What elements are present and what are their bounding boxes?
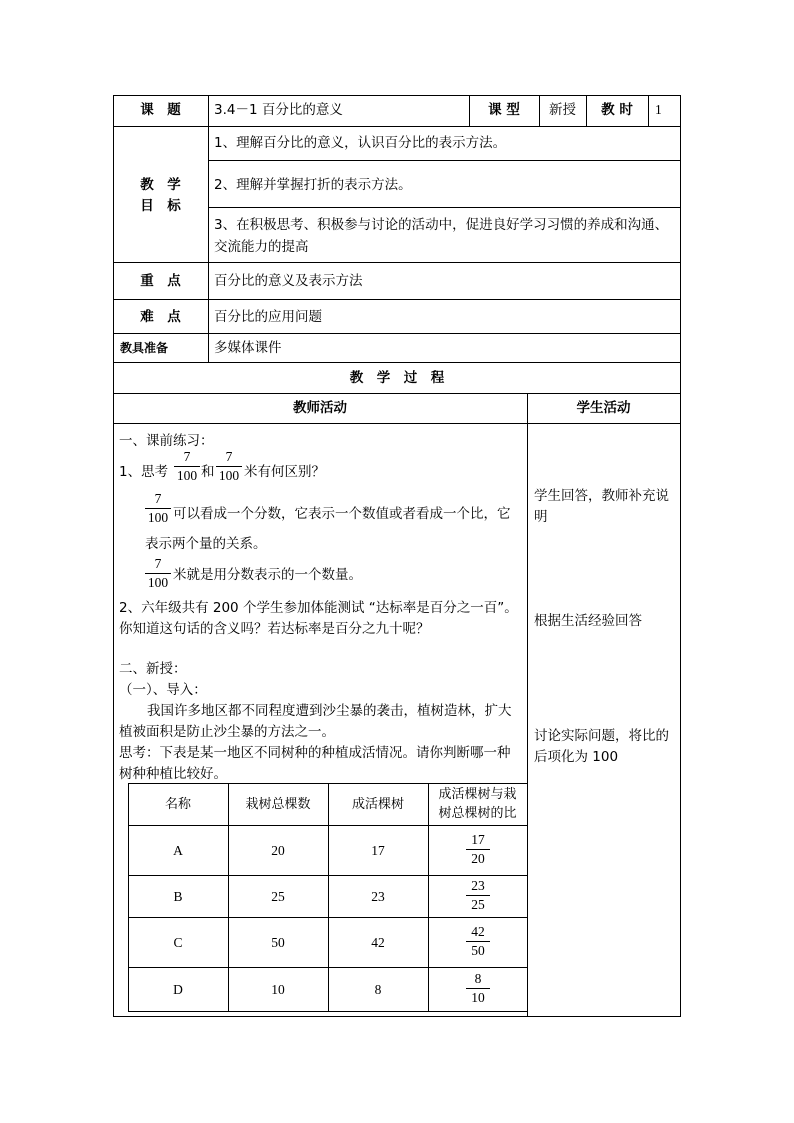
q1-prefix: 1、思考 [119,464,169,480]
grid-line [113,393,681,394]
grid-line [113,95,681,96]
objectives-label-1: 教 学 [140,177,181,193]
grid-line [208,207,681,208]
grid-line [648,95,649,127]
student-answer3-line1: 讨论实际问题，将比的 [534,728,669,744]
fraction-7-100: 7 100 [145,555,171,592]
q1-and: 和 [201,464,215,480]
subsection1-title: （一）、导入： [119,682,207,698]
hours-label: 教 时 [601,102,633,118]
table-cell-total: 10 [271,982,285,997]
student-header: 学生活动 [576,400,631,416]
type-label: 课 型 [488,102,520,118]
section2-title: 二、新授： [119,661,187,677]
grid-line [113,262,681,263]
grid-line [527,393,528,1017]
topic-value: 3.4－1 百分比的意义 [214,102,343,118]
grid-line [113,362,681,363]
difficulty-value: 百分比的应用问题 [214,309,322,325]
table-cell-name: A [173,843,183,858]
student-answer3-line2: 后项化为 100 [534,749,619,765]
think-line2: 树种种植比较好。 [119,766,227,782]
tools-value: 多媒体课件 [214,340,282,356]
grid-line [113,333,681,334]
table-header-ratio-line2: 树总棵树的比 [438,806,517,821]
type-value: 新授 [549,102,576,118]
table-cell-total: 50 [271,935,285,950]
intro-para-line1: 我国许多地区都不同程度遭到沙尘暴的袭击，植树造林，扩大 [147,703,512,719]
fraction-7-100: 7 100 [145,490,171,527]
student-answer1-line2: 明 [534,509,548,525]
section1-title: 一、课前练习： [119,433,214,449]
fraction-7-100: 7 100 [216,448,242,485]
table-cell-total: 20 [271,843,285,858]
objective-item: 1、理解百分比的意义，认识百分比的表示方法。 [214,135,507,151]
q1-answer2: 米就是用分数表示的一个数量。 [173,567,362,583]
objectives-label-2: 目 标 [140,198,181,214]
grid-line [208,95,209,363]
focus-label: 重 点 [140,273,181,289]
table-header-alive: 成活棵树 [351,797,404,812]
teacher-header: 教师活动 [293,400,347,416]
table-cell-alive: 42 [371,935,385,950]
table-cell-name: C [173,935,183,950]
table-cell-name: D [173,982,183,997]
intro-para-line2: 植被面积是防止沙尘暴的方法之一。 [119,724,335,740]
difficulty-label: 难 点 [140,309,181,325]
table-cell-ratio: 42 50 [466,923,490,960]
q1-suffix: 米有何区别？ [244,464,325,480]
grid-line [113,423,681,424]
table-header-name: 名称 [164,797,191,812]
q1-answer1-line1: 可以看成一个分数，它表示一个数值或者看成一个比，它 [173,506,511,522]
table-cell-total: 25 [271,889,285,904]
table-cell-alive: 23 [371,889,385,904]
grid-line [208,160,681,161]
fraction-7-100: 7 100 [174,448,200,485]
grid-line [113,1016,681,1017]
grid-line [680,95,681,1017]
grid-line [113,126,681,127]
table-cell-ratio: 8 10 [466,970,490,1007]
table-cell-alive: 17 [371,843,385,858]
student-answer1-line1: 学生回答，教师补充说 [534,488,669,504]
table-header-total: 栽树总棵数 [245,797,311,812]
process-title: 教 学 过 程 [349,370,445,386]
q2-line1: 2、六年级共有 200 个学生参加体能测试 “达标率是百分之一百”。 [119,600,518,616]
tools-label: 教具准备 [120,341,169,355]
table-cell-ratio: 23 25 [466,877,490,914]
q1-answer1-line2: 表示两个量的关系。 [145,536,267,552]
student-answer2: 根据生活经验回答 [534,613,642,629]
q2-line2: 你知道这句话的含义吗？若达标率是百分之九十呢？ [119,621,430,637]
table-header-ratio-line1: 成活棵树与栽 [438,787,517,802]
grid-line [113,299,681,300]
think-line1: 思考：下表是某一地区不同树种的种植成活情况。请你判断哪一种 [119,745,511,761]
topic-label: 课 题 [140,102,181,118]
objective-item: 2、理解并掌握打折的表示方法。 [214,177,412,193]
objective-item: 3、在积极思考、积极参与讨论的活动中，促进良好学习习惯的养成和沟通、交流能力的提高 [214,217,669,255]
grid-line [113,95,114,1017]
hours-value: 1 [655,102,662,117]
table-cell-alive: 8 [374,982,382,997]
table-cell-name: B [173,889,183,904]
table-cell-ratio: 17 20 [466,831,490,868]
focus-value: 百分比的意义及表示方法 [214,273,363,289]
